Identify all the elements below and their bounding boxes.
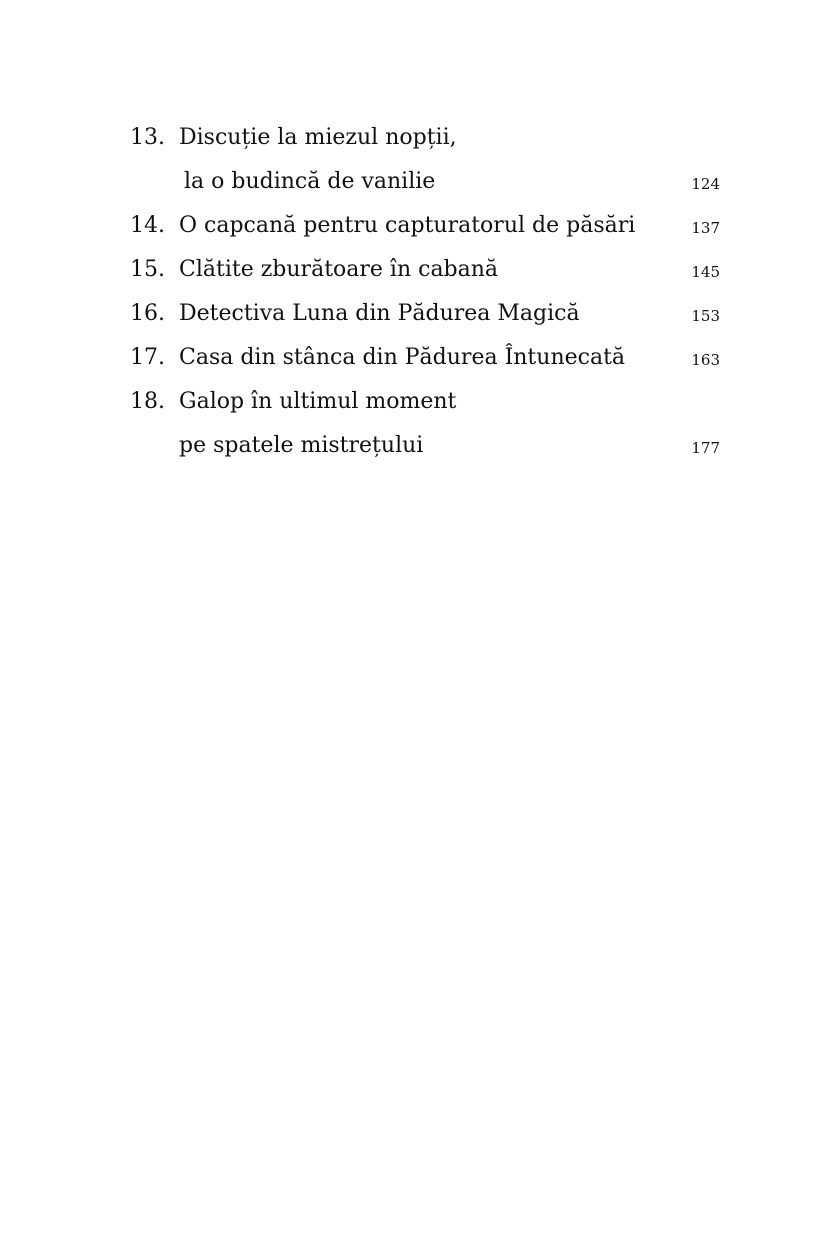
chapter-number: 18. <box>130 389 165 414</box>
page-number: 137 <box>691 219 720 237</box>
chapter-title: Galop în ultimul moment <box>179 389 457 414</box>
page-number: 145 <box>691 263 720 281</box>
page-number: 124 <box>691 175 720 193</box>
toc-entry-18-continued <box>130 424 730 468</box>
toc-entry-13-continued <box>130 160 730 204</box>
chapter-title: Discuție la miezul nopții, <box>179 125 457 150</box>
chapter-title-continued: pe spatele mistrețului <box>179 433 424 458</box>
chapter-title: Detectiva Luna din Pădurea Magică <box>179 301 580 326</box>
chapter-number: 16. <box>130 301 165 326</box>
page-number: 163 <box>691 351 720 369</box>
chapter-number: 15. <box>130 257 165 282</box>
chapter-title: Clătite zburătoare în cabană <box>179 257 499 282</box>
page-number: 153 <box>691 307 720 325</box>
chapter-title-continued: la o budincă de vanilie <box>184 169 436 194</box>
toc-entry-18 <box>130 380 730 424</box>
chapter-title: O capcană pentru capturatorul de păsări <box>179 213 636 238</box>
table-of-contents <box>130 116 730 468</box>
chapter-number: 14. <box>130 213 165 238</box>
chapter-number: 17. <box>130 345 165 370</box>
toc-entry-13 <box>130 116 730 160</box>
toc-entry-17 <box>130 336 730 380</box>
page-number: 177 <box>691 439 720 457</box>
toc-entry-15 <box>130 248 730 292</box>
toc-entry-16 <box>130 292 730 336</box>
chapter-title: Casa din stânca din Pădurea Întunecată <box>179 345 626 370</box>
chapter-number: 13. <box>130 125 165 150</box>
toc-entry-14 <box>130 204 730 248</box>
